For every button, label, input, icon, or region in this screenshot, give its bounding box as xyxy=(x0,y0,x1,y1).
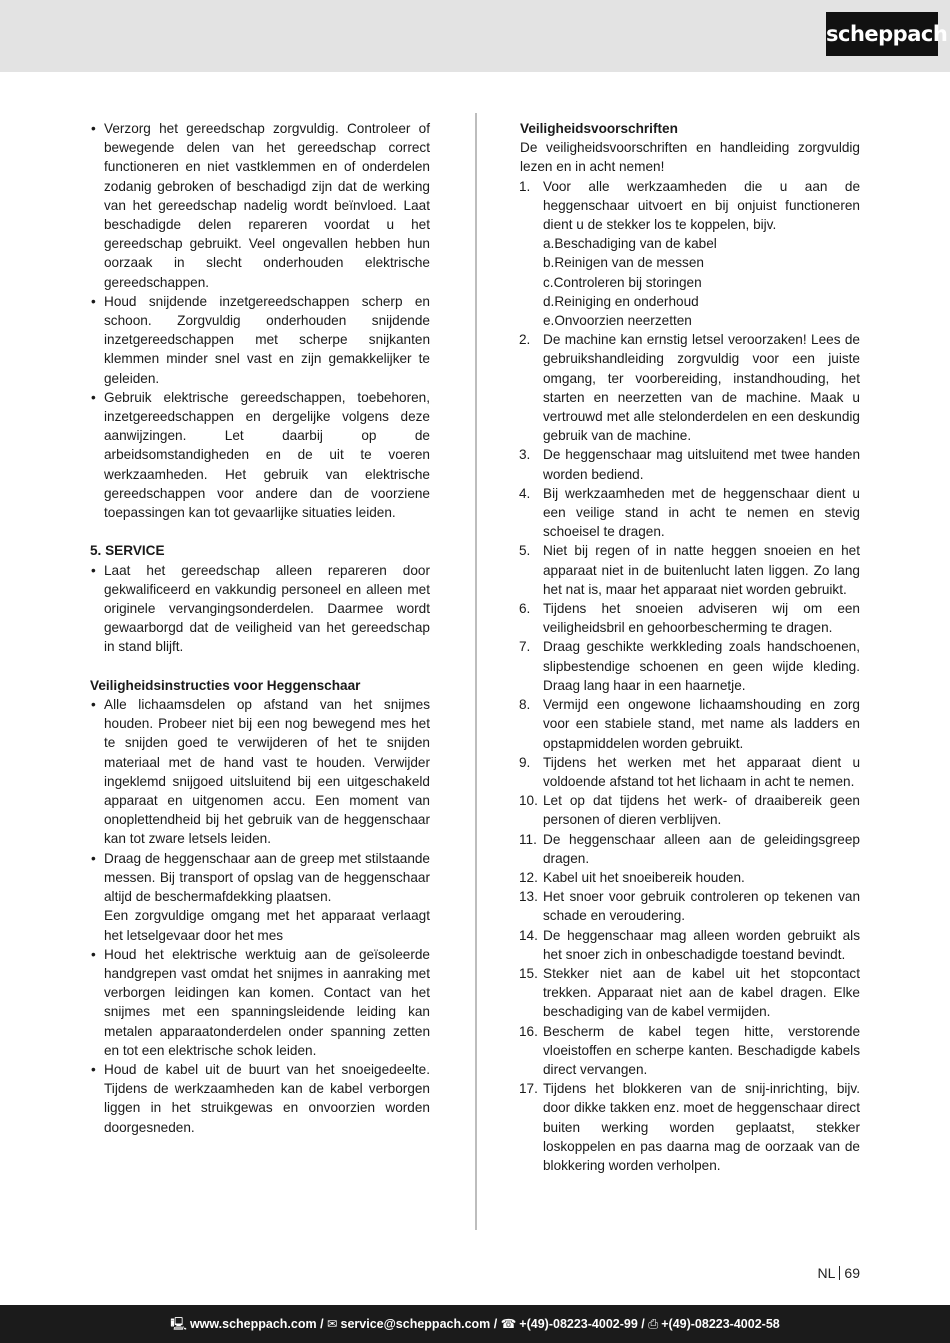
page-number xyxy=(790,1265,860,1281)
list-item xyxy=(520,695,860,753)
list-item: • Verzorg het gereedschap zorgvuldig. Controleer of bewegende delen van het gereedschap correct functioneren en niet vastklemmen en of onderdelen zodanig gebroken of beschadigd zijn dat de werking van het gereedschap nadelig wordt beïnvloed. Laat beschadigde delen repareren voordat u het gereedschap gebruikt. Veel ongevallen hebben hun oorzaak in slecht onderhouden elektrische gereedschappen. xyxy=(90,119,430,292)
page-header xyxy=(0,0,950,72)
sub-item: b.Reinigen van de messen xyxy=(543,255,704,271)
item-number: 15. xyxy=(519,965,538,981)
list-item xyxy=(520,330,860,445)
list-item xyxy=(520,637,860,695)
service-bullets xyxy=(90,561,430,657)
list-item xyxy=(520,445,860,483)
item-text: De heggenschaar mag uitsluitend met twee handen worden bediend. xyxy=(543,447,860,482)
item-text: Let op dat tijdens het werk- of draaibereik geen personen of dieren verblijven. xyxy=(543,793,860,828)
list-item xyxy=(520,177,860,331)
item-number: 11. xyxy=(519,831,537,847)
item-text: Voor alle werkzaamheden die u aan de heggenschaar uitvoert en bij onjuist functioneren dient u de stekker los te koppelen, bijv. xyxy=(543,178,860,233)
item-text: Bij werkzaamheden met de heggenschaar dient u een veilige stand in acht te nemen en stevig schoeisel te dragen. xyxy=(543,485,860,540)
list-item xyxy=(520,1022,860,1080)
item-text: Vermijd een ongewone lichaamshouding en zorg voor een stabiele stand, met name als ladders en opstapmiddelen worden gebruikt. xyxy=(543,697,860,751)
list-item xyxy=(520,791,860,829)
footer-website[interactable]: www.scheppach.com / xyxy=(189,1317,324,1331)
list-item xyxy=(520,926,860,964)
list-item xyxy=(520,887,860,925)
item-text: Het snoer voor gebruik controleren op tekenen van schade en veroudering. xyxy=(543,889,860,924)
item-number: 3. xyxy=(519,447,531,463)
list-item xyxy=(520,830,860,868)
item-text: De heggenschaar mag alleen worden gebruikt als het snoer zich in onbeschadigde toestand bevindt. xyxy=(543,927,860,962)
phone-icon: ☎ xyxy=(500,1317,517,1331)
section-heading-service: 5. SERVICE xyxy=(90,543,165,559)
item-number: 1. xyxy=(519,178,531,194)
left-column xyxy=(90,119,430,1137)
item-number: 5. xyxy=(519,543,531,559)
item-text: Tijdens het werken met het apparaat dient u voldoende afstand tot het lichaam in acht te nemen. xyxy=(543,754,860,789)
item-text: Draag geschikte werkkleding zoals handschoenen, slipbestendige schoenen en geen wijde kleding. Draag lang haar in een haarnetje. xyxy=(543,639,860,693)
sub-item: a.Beschadiging van de kabel xyxy=(543,236,717,252)
item-text: Bescherm de kabel tegen hitte, verstorende vloeistoffen en scherpe kanten. Beschadigde kabels direct vervangen. xyxy=(543,1023,860,1077)
hedge-trimmer-bullets xyxy=(90,695,430,906)
list-item xyxy=(520,599,860,637)
list-item: • Houd het elektrische werktuig aan de geïsoleerde handgrepen vast omdat het snijmes in aanraking met verborgen leidingen kan komen. Contact van het snijmes met een spanningsleidende leiding kan metalen apparaatonderdelen onder spanning zetten en tot een elektrische schok leiden. xyxy=(90,945,430,1060)
footer-fax: +(49)-08223-4002-58 xyxy=(661,1317,780,1331)
section-heading-safety-rules: Veiligheidsvoorschriften xyxy=(520,121,678,136)
sub-item: d.Reiniging en onderhoud xyxy=(543,293,699,309)
item-number: 8. xyxy=(519,697,531,713)
item-text: Tijdens het blokkeren van de snij-inrichting, bijv. door dikke takken enz. moet de heggenschaar direct buiten werking worden geplaatst, stekker loskoppelen en pas daarna mag de oorzaak van de blokkering worden verholpen. xyxy=(543,1081,860,1173)
list-item: • Houd snijdende inzetgereedschappen scherp en schoon. Zorgvuldig onderhouden snijdende inzetgereedschappen met scherpe snijkanten klemmen minder snel vast en zijn gemakkelijker te geleiden. xyxy=(90,292,430,388)
safety-rules-list xyxy=(520,177,860,1176)
list-item xyxy=(520,541,860,599)
section-heading-hedge-trimmer: Veiligheidsinstructies voor Heggenschaar xyxy=(90,677,361,693)
item-number: 13. xyxy=(519,889,538,905)
page-number-value: 69 xyxy=(844,1265,860,1281)
mail-icon: ✉ xyxy=(327,1317,338,1331)
item-number: 7. xyxy=(519,639,531,655)
item-number: 9. xyxy=(519,754,531,770)
sub-item: e.Onvoorzien neerzetten xyxy=(543,313,692,329)
item-text: De machine kan ernstig letsel veroorzaken! Lees de gebruikshandleiding zorgvuldig voor een juiste omgang, ter voorbereiding, instandhouding, het starten en neerzetten van de machine. Maak u vertrouwd met alle stelonderdelen en een deskundig gebruik van de machine. xyxy=(543,332,860,444)
item-number: 4. xyxy=(519,485,531,501)
item-number: 16. xyxy=(519,1023,538,1039)
item-number: 10. xyxy=(519,793,538,809)
page-number-separator xyxy=(839,1266,840,1280)
list-item xyxy=(520,964,860,1022)
list-item: • Laat het gereedschap alleen repareren door gekwalificeerd en vakkundig personeel en alleen met originele vervangingsonderdelen. Daarmee wordt gewaarborgd dat de veiligheid van het gereedschap in stand blijft. xyxy=(90,561,430,657)
sub-list xyxy=(543,234,860,330)
item-number: 2. xyxy=(519,332,531,348)
page-footer xyxy=(0,1305,950,1343)
safety-intro: De veiligheidsvoorschriften en handleiding zorgvuldig lezen en in acht nemen! xyxy=(520,140,860,175)
item-text: De heggenschaar alleen aan de geleidingsgreep dragen. xyxy=(543,831,860,866)
sub-item: c.Controleren bij storingen xyxy=(543,274,702,290)
item-text: Niet bij regen of in natte heggen snoeien en het apparaat niet in de buitenlucht laten liggen. Zo lang het nat is, maar het apparaat niet worden gebruikt. xyxy=(543,543,860,597)
fax-icon: ⎙ xyxy=(648,1317,659,1331)
list-item xyxy=(520,1079,860,1175)
footer-phone: +(49)-08223-4002-99 / xyxy=(519,1317,645,1331)
hedge-trimmer-bullets-2 xyxy=(90,945,430,1137)
item-text: Tijdens het snoeien adviseren wij om een veiligheidsbril en gehoorbescherming te dragen. xyxy=(543,601,860,636)
item-number: 14. xyxy=(519,927,538,943)
list-item-continuation: Een zorgvuldige omgang met het apparaat verlaagt het letselgevaar door het mes xyxy=(104,908,430,943)
list-item: • Alle lichaamsdelen op afstand van het snijmes houden. Probeer niet bij een nog bewegend mes het te snijden goed te verwijderen of het te snijden materiaal met de hand vast te houden. Verwijder ingeklemd snijgoed uitsluitend bij een uitgeschakeld apparaat en uitgenomen accu. Een moment van onoplettendheid bij het gebruik van de heggenschaar kan tot zware letsels leiden. xyxy=(90,695,430,849)
scheppach-logo: scheppach xyxy=(826,12,938,56)
care-bullets xyxy=(90,119,430,522)
list-item xyxy=(520,753,860,791)
item-number: 17. xyxy=(519,1081,538,1097)
column-divider xyxy=(475,113,477,1230)
item-number: 12. xyxy=(519,869,538,885)
footer-email[interactable]: service@scheppach.com / xyxy=(340,1317,498,1331)
page-language: NL xyxy=(817,1265,836,1281)
item-text: Stekker niet aan de kabel uit het stopcontact trekken. Apparaat niet aan de kabel dragen. Elke beschadiging van de kabel vermijden. xyxy=(543,965,860,1020)
item-text: Kabel uit het snoeibereik houden. xyxy=(543,869,745,885)
right-column xyxy=(520,119,860,1175)
item-number: 6. xyxy=(519,601,531,617)
list-item: • Houd de kabel uit de buurt van het snoeigedeelte. Tijdens de werkzaamheden kan de kabel verborgen liggen in het struikgewas en onvoorzien worden doorgesneden. xyxy=(90,1060,430,1137)
list-item: • Draag de heggenschaar aan de greep met stilstaande messen. Bij transport of opslag van de heggenschaar altijd de beschermafdekking plaatsen. xyxy=(90,849,430,907)
list-item: • Gebruik elektrische gereedschappen, toebehoren, inzetgereedschappen en dergelijke volgens deze aanwijzingen. Let daarbij op de arbeidsomstandigheden en de uit te voeren werkzaamheden. Het gebruik van elektrische gereedschappen voor andere dan de voorziene toepassingen kan tot gevaarlijke situaties leiden. xyxy=(90,388,430,522)
list-item xyxy=(520,868,860,887)
list-item xyxy=(520,484,860,542)
computer-icon: 🖳 xyxy=(170,1317,187,1331)
